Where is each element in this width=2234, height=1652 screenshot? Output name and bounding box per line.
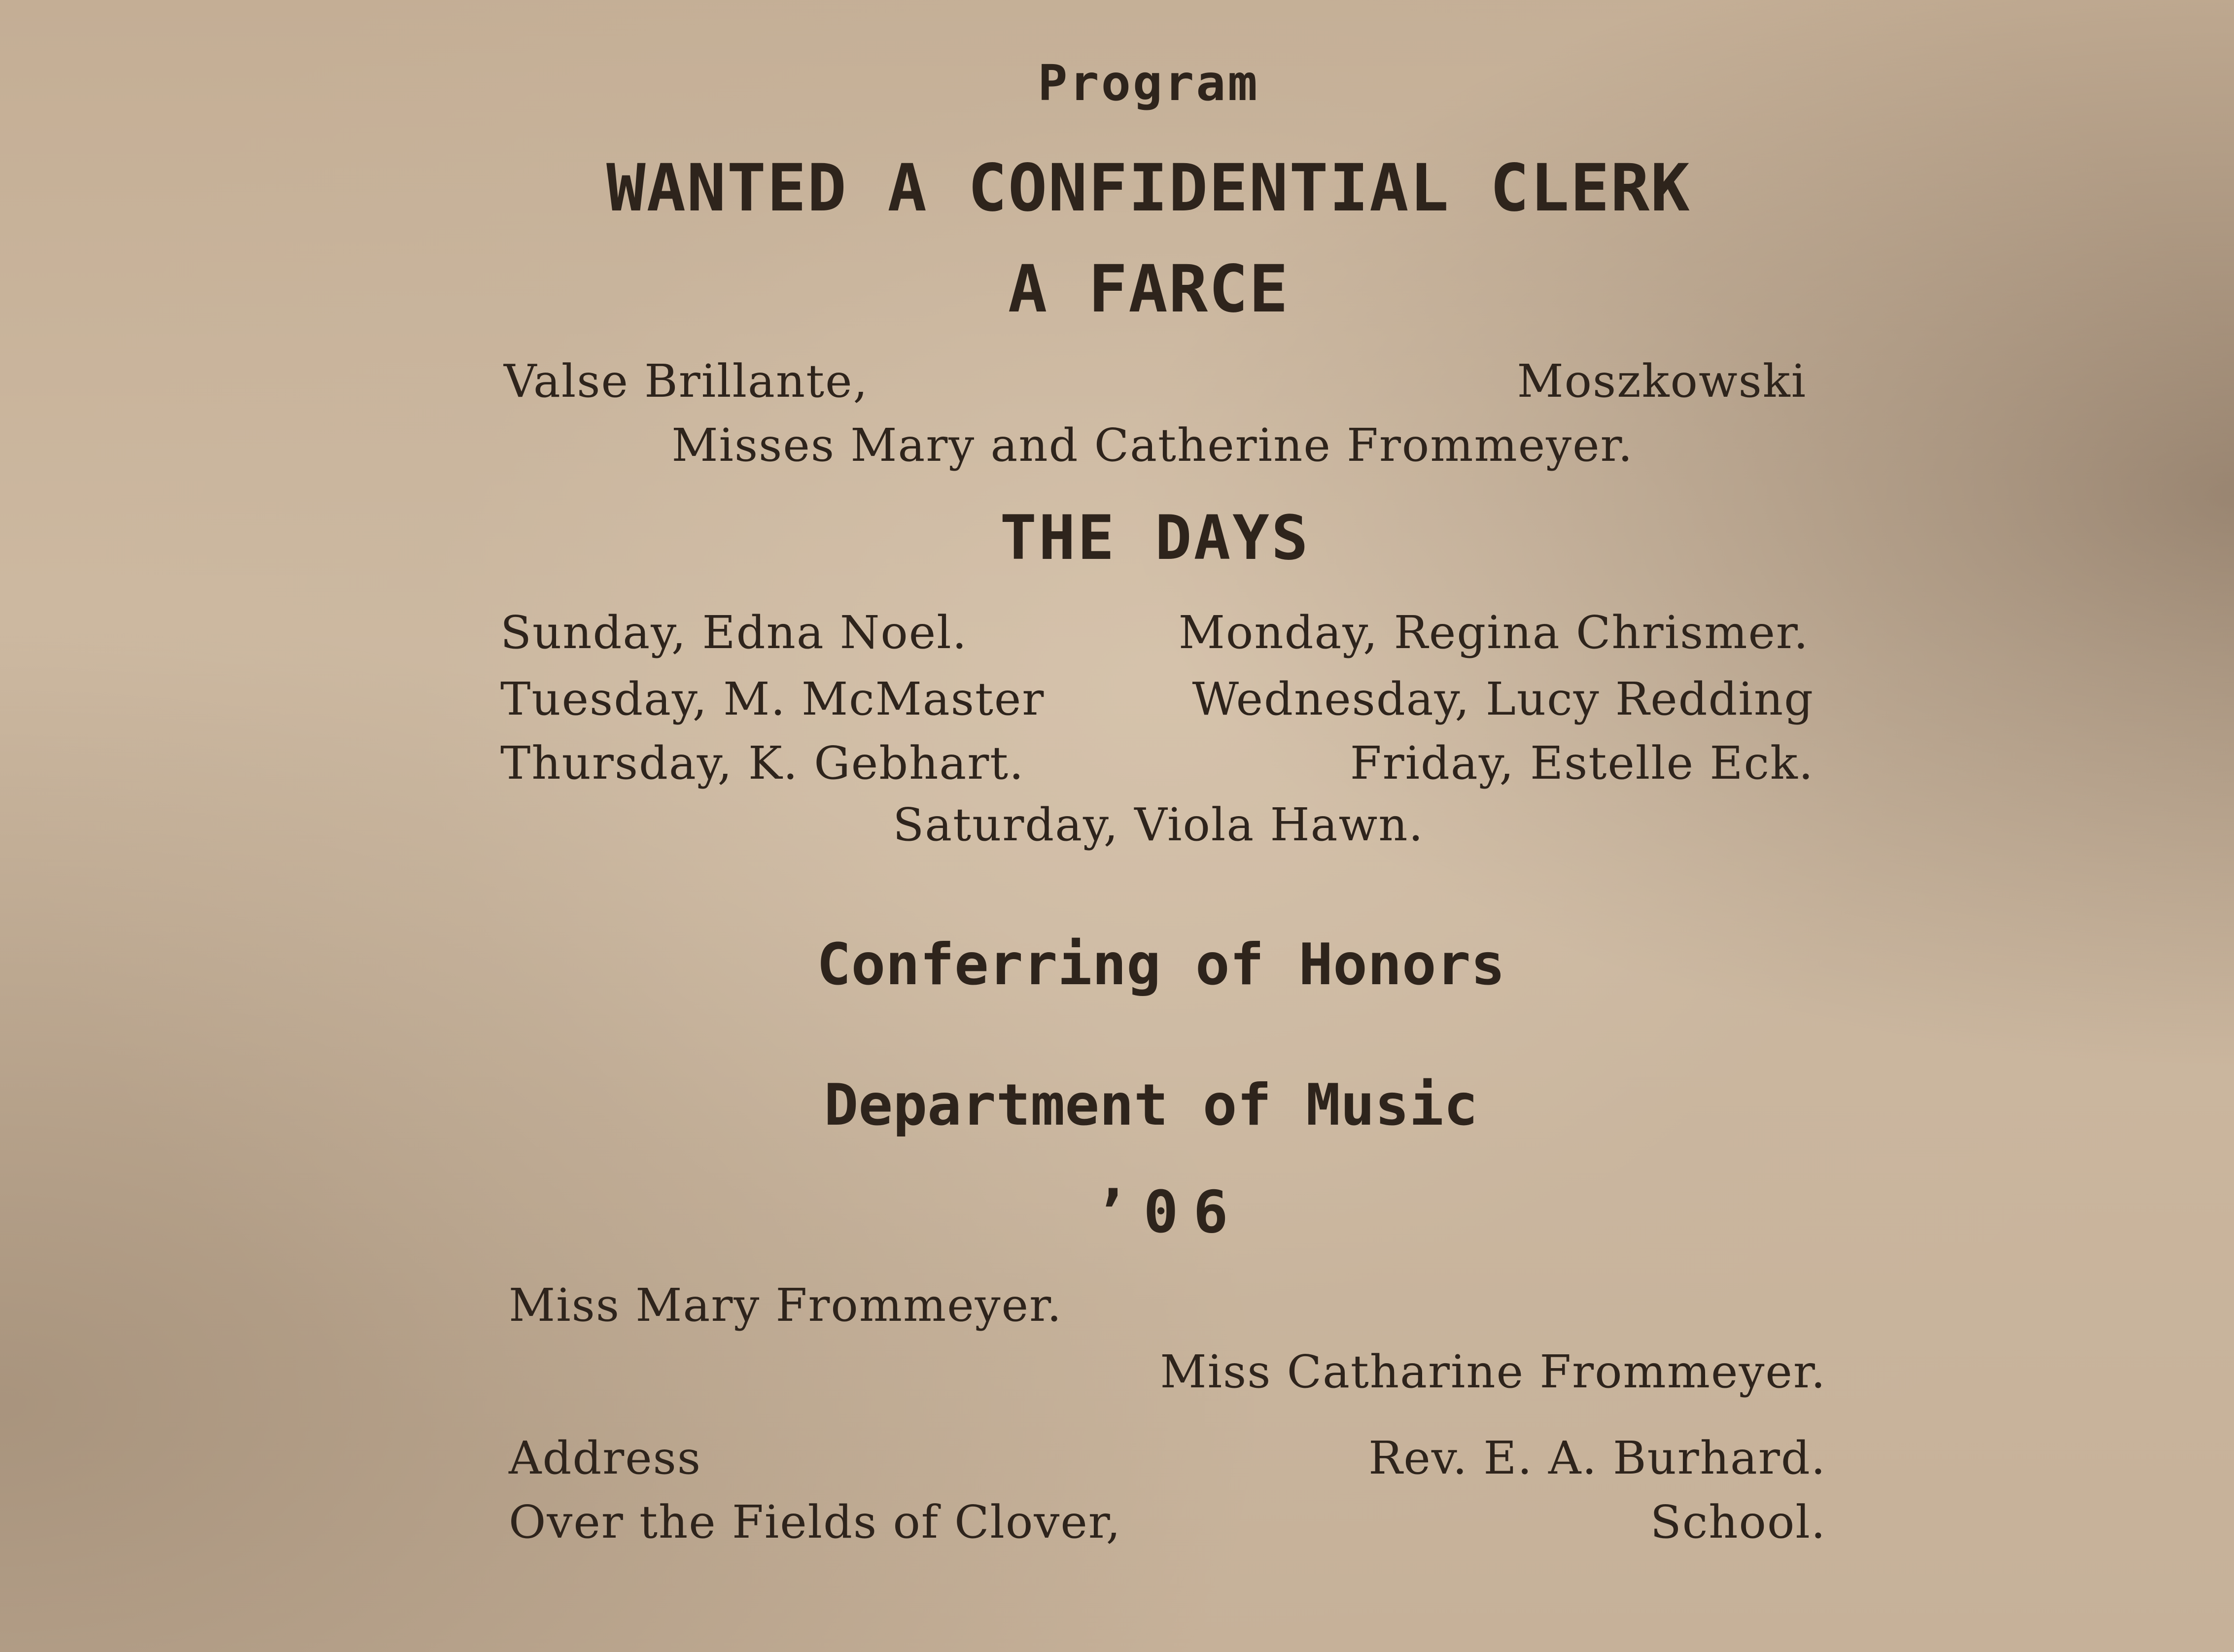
class-year: ’06 bbox=[1093, 1178, 1243, 1246]
program-heading: Program bbox=[1038, 54, 1259, 112]
days-row-2-right: Wednesday, Lucy Redding bbox=[1192, 673, 1814, 725]
department-heading: Department of Music bbox=[824, 1072, 1478, 1138]
piece-performers: Misses Mary and Catherine Frommeyer. bbox=[671, 419, 1634, 472]
address-speaker: Rev. E. A. Burhard. bbox=[1368, 1432, 1826, 1484]
days-last-row: Saturday, Viola Hawn. bbox=[893, 798, 1424, 851]
days-row-1-left: Sunday, Edna Noel. bbox=[500, 606, 968, 659]
honors-heading: Conferring of Honors bbox=[816, 931, 1505, 998]
graduate-1: Miss Mary Frommeyer. bbox=[509, 1279, 1063, 1332]
piece-title: Valse Brillante, bbox=[504, 355, 869, 408]
closing-title: Over the Fields of Clover, bbox=[509, 1496, 1121, 1549]
piece-composer: Moszkowski bbox=[1517, 355, 1807, 408]
graduate-2: Miss Catharine Frommeyer. bbox=[1160, 1345, 1826, 1398]
days-row-1-right: Monday, Regina Chrismer. bbox=[1178, 606, 1809, 659]
play-title: WANTED A CONFIDENTIAL CLERK bbox=[606, 150, 1691, 226]
play-subtitle: A FARCE bbox=[1008, 251, 1290, 327]
days-row-3-left: Thursday, K. Gebhart. bbox=[500, 737, 1025, 790]
address-label: Address bbox=[509, 1432, 702, 1484]
days-row-2-left: Tuesday, M. McMaster bbox=[500, 673, 1045, 725]
closing-performer: School. bbox=[1650, 1496, 1826, 1549]
the-days-heading: THE DAYS bbox=[1000, 503, 1310, 574]
days-row-3-right: Friday, Estelle Eck. bbox=[1350, 737, 1814, 790]
